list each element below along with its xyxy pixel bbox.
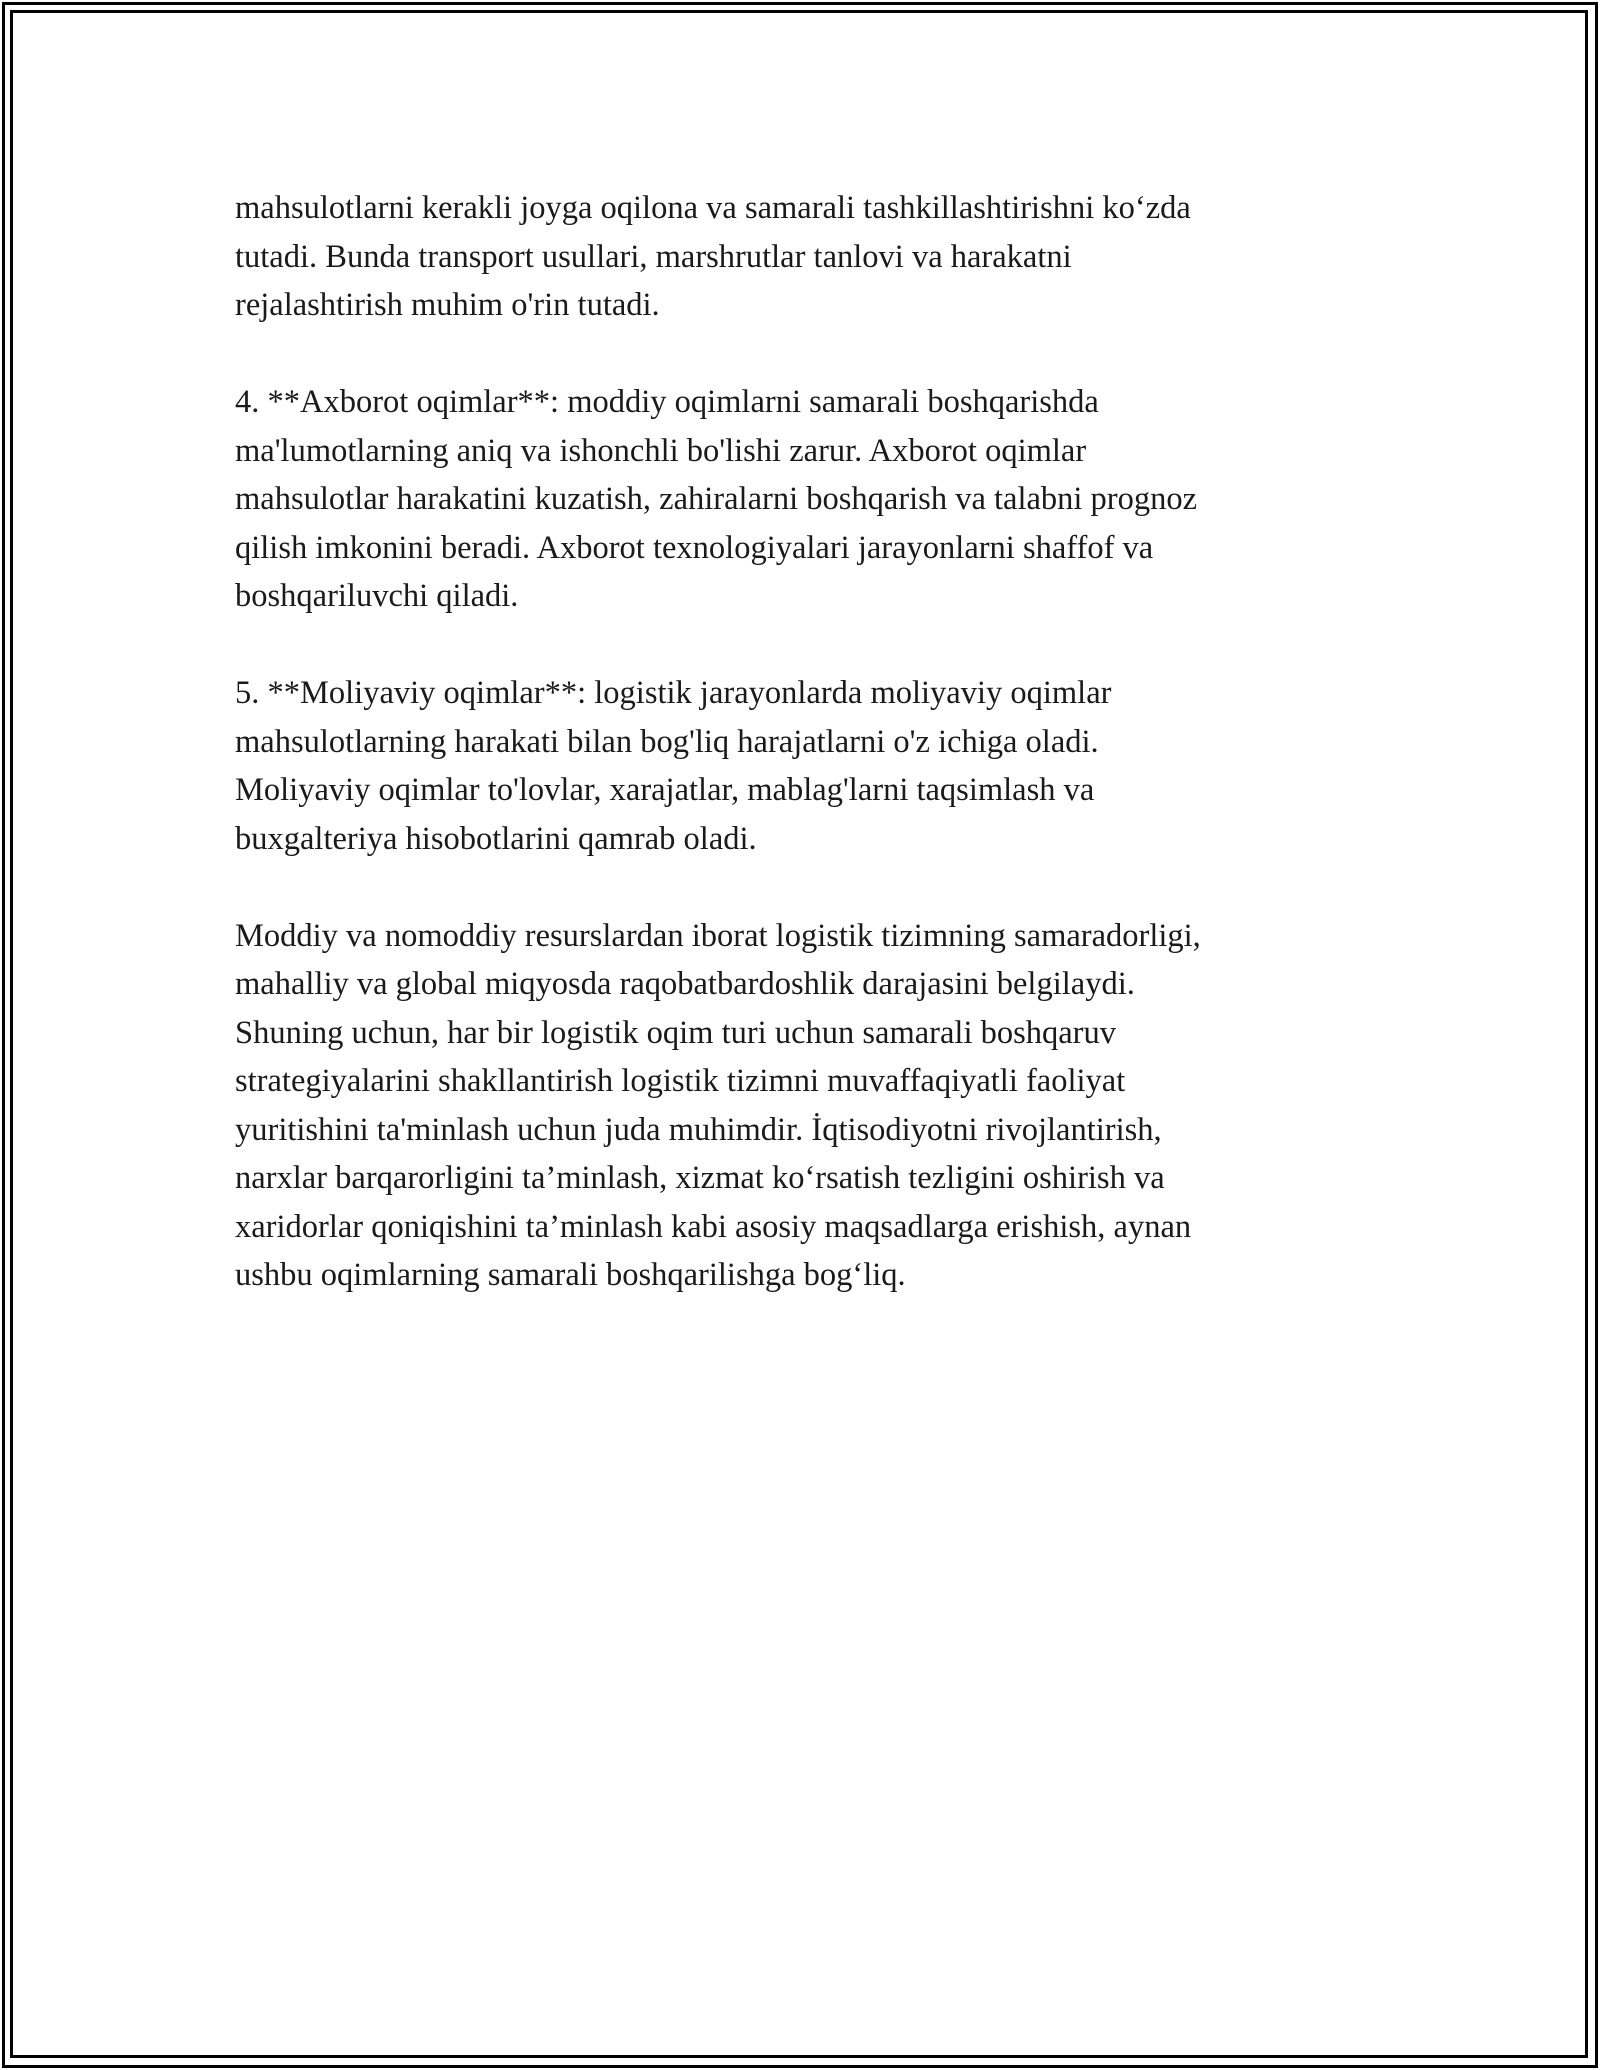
text-line: strategiyalarini shakllantirish logistik tizimni muvaffaqiyatli faoliyat <box>235 1063 1126 1099</box>
text-line: Moddiy va nomoddiy resurslardan iborat logistik tizimning samaradorligi, <box>235 917 1201 954</box>
text-line: rejalashtirish muhim o'rin tutadi. <box>235 287 660 323</box>
paragraph-information-flows <box>235 378 1355 621</box>
text-line: tutadi. Bunda transport usullari, marshrutlar tanlovi va harakatni <box>235 238 1072 275</box>
text-line: Shuning uchun, har bir logistik oqim turi uchun samarali boshqaruv <box>235 1014 1116 1051</box>
text-line: buxgalteriya hisobotlarini qamrab oladi. <box>235 820 757 857</box>
document-body <box>235 184 1355 1348</box>
text-line: qilish imkonini beradi. Axborot texnologiyalari jarayonlarni shaffof va <box>235 529 1154 566</box>
text-line: boshqariluvchi qiladi. <box>235 578 519 614</box>
text-line: mahsulotlarni kerakli joyga oqilona va samarali tashkillashtirishni ko‘zda <box>235 190 1191 226</box>
text-line: xaridorlar qoniqishini ta’minlash kabi asosiy maqsadlarga erishish, aynan <box>235 1208 1192 1245</box>
text-line: ushbu oqimlarning samarali boshqarilishga bog‘liq. <box>235 1257 906 1293</box>
text-line: mahsulotlar harakatini kuzatish, zahiralarni boshqarish va talabni prognoz <box>235 481 1198 517</box>
text-line: 4. **Axborot oqimlar**: moddiy oqimlarni samarali boshqarishda <box>235 384 1099 420</box>
text-line: mahsulotlarning harakati bilan bog'liq harajatlarni o'z ichiga oladi. <box>235 723 1099 760</box>
text-line: Moliyaviy oqimlar to'lovlar, xarajatlar, mablag'larni taqsimlash va <box>235 772 1095 808</box>
paragraph-conclusion <box>235 912 1355 1300</box>
text-line: mahalliy va global miqyosda raqobatbardoshlik darajasini belgilaydi. <box>235 966 1135 1002</box>
text-line: narxlar barqarorligini ta’minlash, xizmat ko‘rsatish tezligini oshirish va <box>235 1160 1165 1196</box>
text-line: 5. **Moliyaviy oqimlar**: logistik jarayonlarda moliyaviy oqimlar <box>235 675 1112 711</box>
paragraph-transport <box>235 184 1355 330</box>
text-line: ma'lumotlarning aniq va ishonchli bo'lishi zarur. Axborot oqimlar <box>235 432 1087 469</box>
text-line: yuritishini ta'minlash uchun juda muhimdir. İqtisodiyotni rivojlantirish, <box>235 1111 1162 1148</box>
paragraph-financial-flows <box>235 669 1355 863</box>
